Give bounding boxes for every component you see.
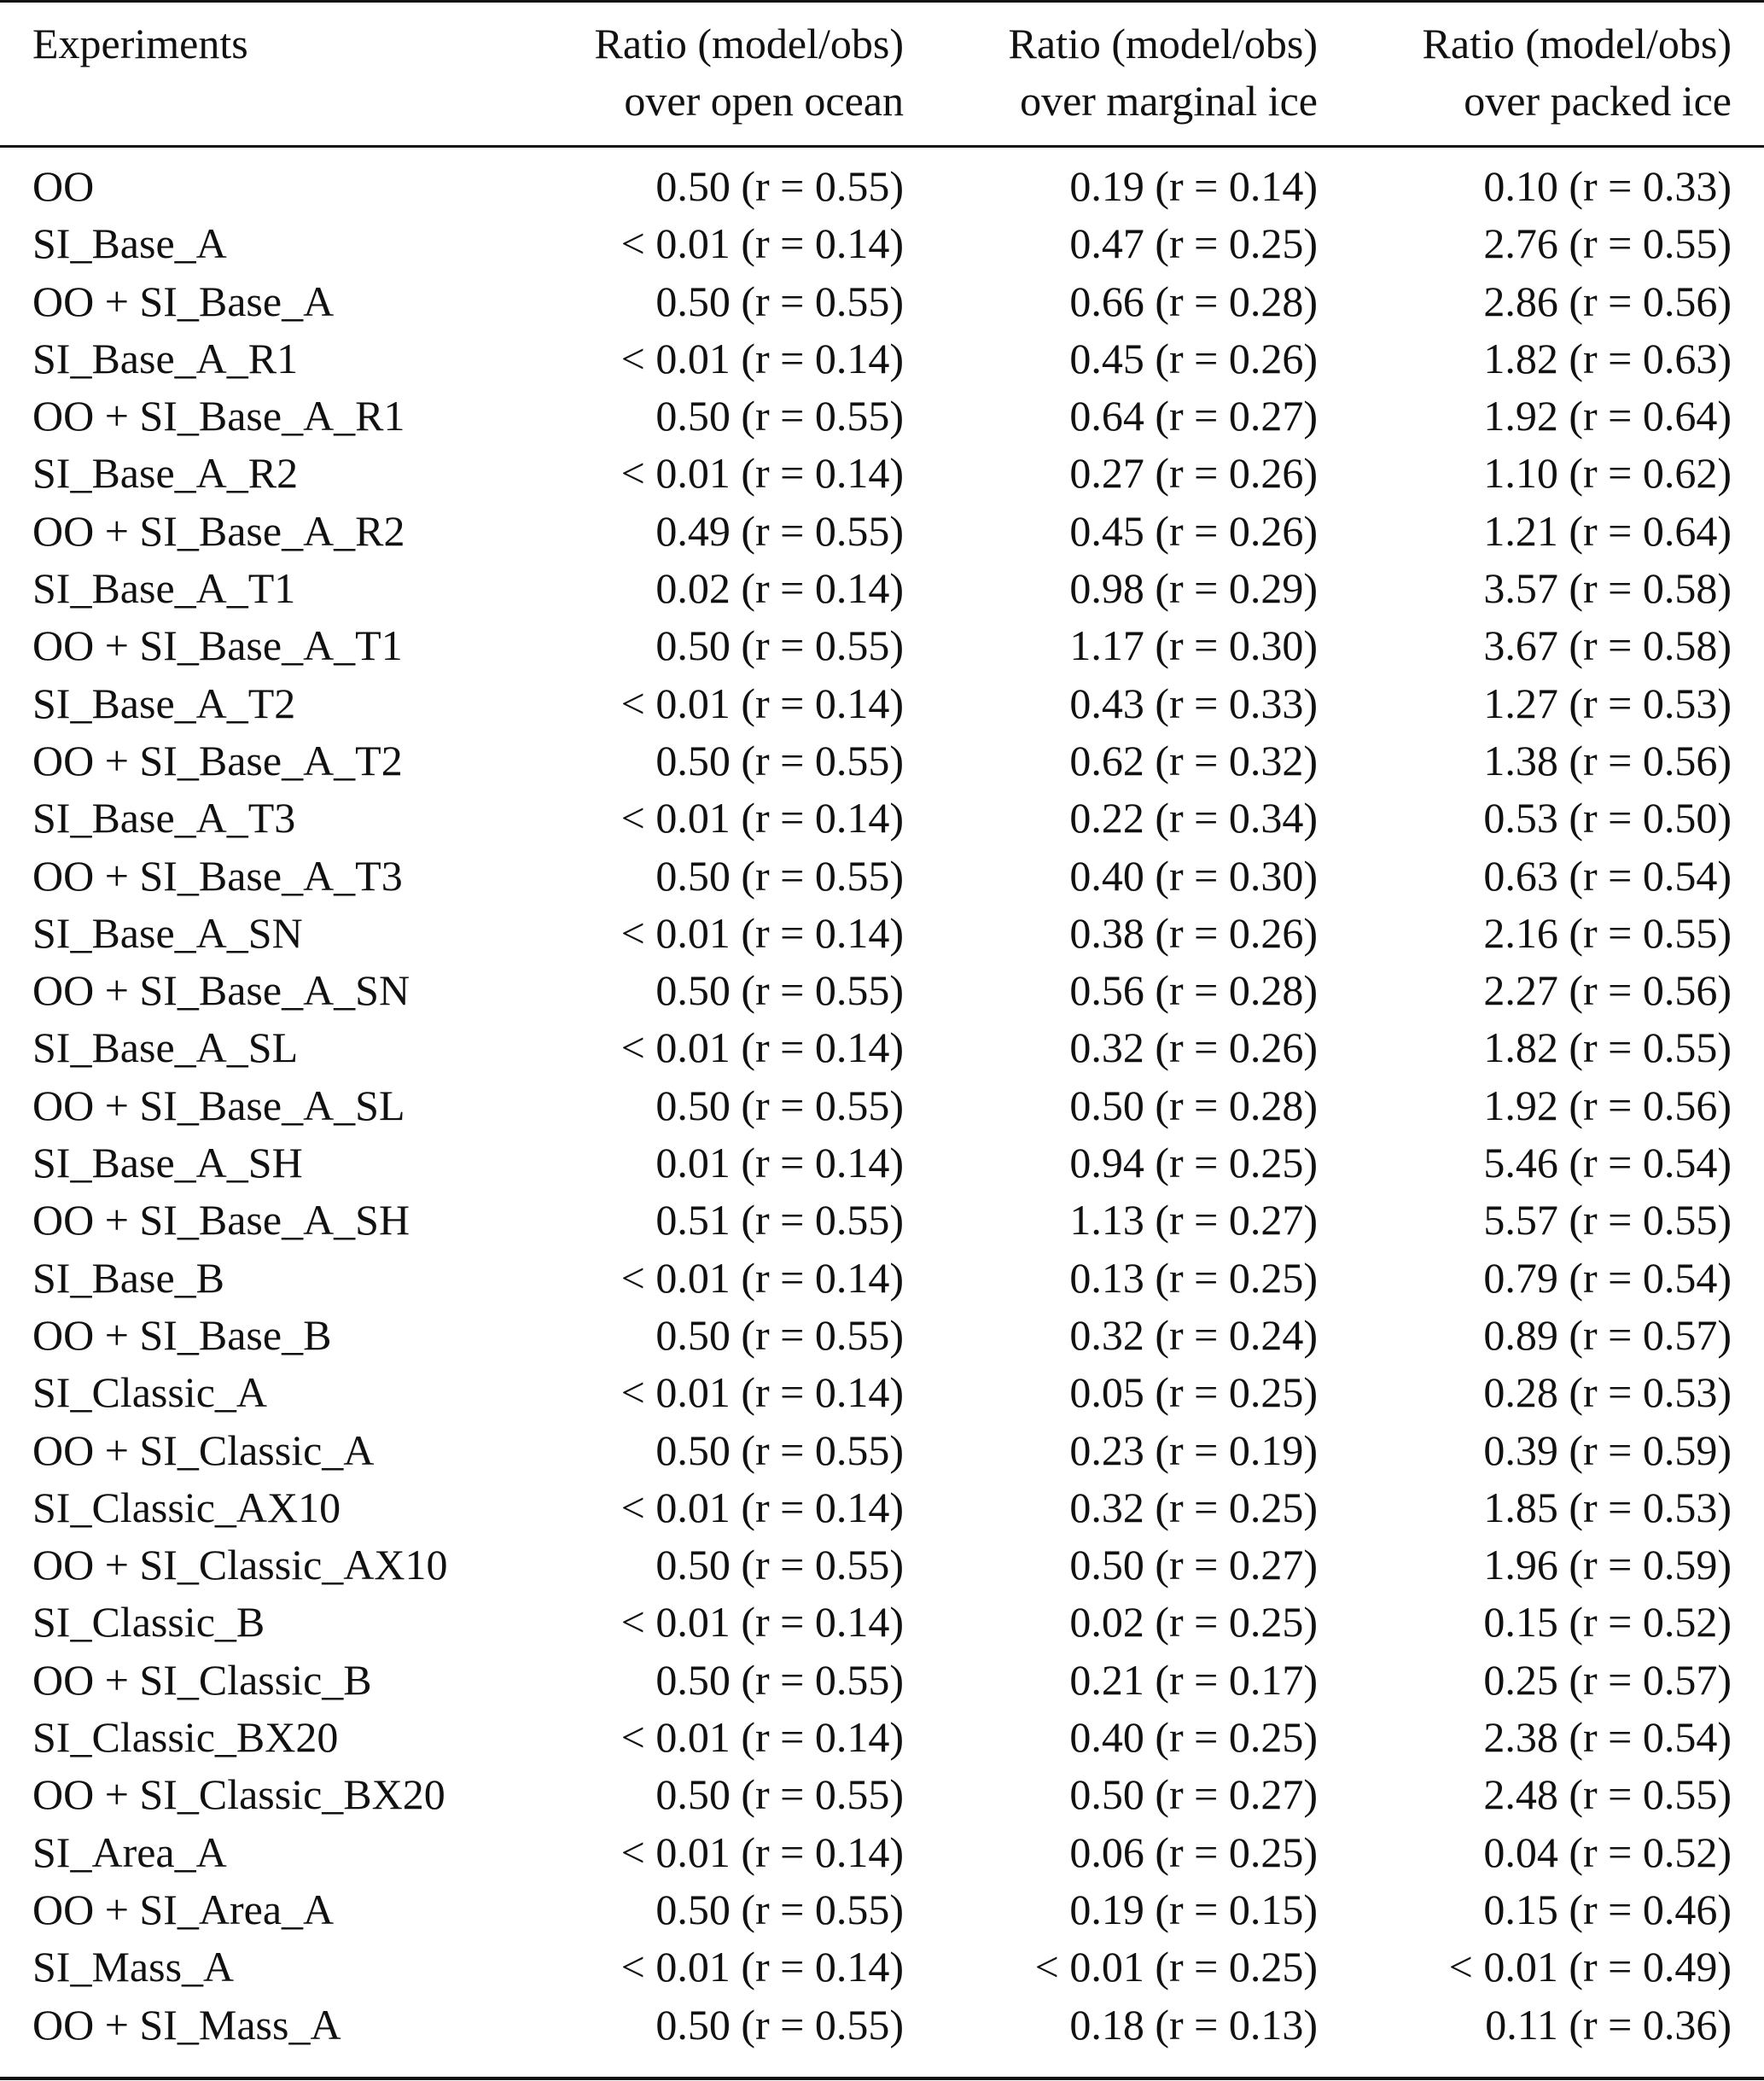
cell-open-ocean: 0.50 (r = 0.55) — [655, 277, 904, 325]
cell-experiment: SI_Base_A_R1 — [32, 334, 299, 382]
table-row — [0, 1881, 1764, 1938]
cell-packed-ice: 0.63 (r = 0.54) — [1483, 851, 1732, 900]
cell-open-ocean: 0.50 (r = 0.55) — [655, 966, 904, 1015]
cell-marginal-ice: 0.40 (r = 0.25) — [1069, 1713, 1318, 1762]
cell-packed-ice: 5.46 (r = 0.54) — [1483, 1139, 1732, 1187]
header-rule — [0, 145, 1764, 148]
cell-marginal-ice: 1.13 (r = 0.27) — [1069, 1196, 1318, 1245]
cell-open-ocean: 0.50 (r = 0.55) — [655, 2000, 904, 2049]
cell-experiment: SI_Classic_B — [32, 1598, 265, 1647]
header-open-ocean — [595, 15, 904, 130]
cell-experiment: OO + SI_Base_B — [32, 1310, 332, 1359]
cell-open-ocean: 0.01 (r = 0.14) — [655, 1139, 904, 1187]
table-row — [0, 1709, 1764, 1766]
cell-packed-ice: 2.86 (r = 0.56) — [1483, 277, 1732, 325]
cell-marginal-ice: 0.66 (r = 0.28) — [1069, 277, 1318, 325]
cell-experiment: SI_Classic_BX20 — [32, 1713, 339, 1762]
cell-open-ocean: 0.50 (r = 0.55) — [655, 1770, 904, 1819]
cell-packed-ice: 1.92 (r = 0.64) — [1483, 392, 1732, 440]
table-row — [0, 848, 1764, 905]
table-row — [0, 617, 1764, 674]
cell-packed-ice: 0.28 (r = 0.53) — [1483, 1368, 1732, 1417]
cell-open-ocean: < 0.01 (r = 0.14) — [620, 1943, 904, 1991]
cell-experiment: OO + SI_Base_A_R1 — [32, 392, 405, 440]
table-row — [0, 330, 1764, 388]
cell-marginal-ice: 0.45 (r = 0.26) — [1069, 506, 1318, 555]
cell-open-ocean: 0.50 (r = 0.55) — [655, 392, 904, 440]
table-row — [0, 1307, 1764, 1364]
cell-packed-ice: 0.39 (r = 0.59) — [1483, 1425, 1732, 1474]
cell-experiment: OO + SI_Mass_A — [32, 2000, 341, 2049]
cell-packed-ice: 0.15 (r = 0.52) — [1483, 1598, 1732, 1647]
cell-open-ocean: 0.50 (r = 0.55) — [655, 1655, 904, 1704]
cell-open-ocean: 0.50 (r = 0.55) — [655, 851, 904, 900]
cell-packed-ice: 1.96 (r = 0.59) — [1483, 1541, 1732, 1589]
table-row — [0, 1594, 1764, 1651]
cell-open-ocean: < 0.01 (r = 0.14) — [620, 1253, 904, 1302]
cell-open-ocean: 0.49 (r = 0.55) — [655, 506, 904, 555]
cell-open-ocean: < 0.01 (r = 0.14) — [620, 1598, 904, 1647]
cell-experiment: SI_Base_A_T3 — [32, 794, 296, 842]
cell-marginal-ice: 0.50 (r = 0.28) — [1069, 1081, 1318, 1129]
table-row — [0, 273, 1764, 330]
cell-marginal-ice: < 0.01 (r = 0.25) — [1034, 1943, 1318, 1991]
cell-experiment: OO + SI_Base_A — [32, 277, 335, 325]
cell-marginal-ice: 0.43 (r = 0.33) — [1069, 679, 1318, 727]
cell-open-ocean: < 0.01 (r = 0.14) — [620, 449, 904, 498]
cell-marginal-ice: 0.21 (r = 0.17) — [1069, 1655, 1318, 1704]
cell-open-ocean: 0.50 (r = 0.55) — [655, 1081, 904, 1129]
cell-marginal-ice: 0.50 (r = 0.27) — [1069, 1541, 1318, 1589]
table-row — [0, 388, 1764, 445]
cell-packed-ice: 2.38 (r = 0.54) — [1483, 1713, 1732, 1762]
cell-packed-ice: 0.10 (r = 0.33) — [1483, 162, 1732, 210]
table-row — [0, 790, 1764, 847]
cell-experiment: OO + SI_Classic_B — [32, 1655, 372, 1704]
cell-packed-ice: 3.57 (r = 0.58) — [1483, 564, 1732, 613]
cell-experiment: SI_Classic_A — [32, 1368, 267, 1417]
table-row — [0, 560, 1764, 617]
cell-open-ocean: < 0.01 (r = 0.14) — [620, 219, 904, 268]
cell-experiment: SI_Base_A_T2 — [32, 679, 296, 727]
cell-experiment: SI_Base_A — [32, 219, 227, 268]
cell-marginal-ice: 0.23 (r = 0.19) — [1069, 1425, 1318, 1474]
table-row — [0, 1824, 1764, 1881]
cell-marginal-ice: 0.32 (r = 0.25) — [1069, 1483, 1318, 1531]
cell-packed-ice: 2.27 (r = 0.56) — [1483, 966, 1732, 1015]
header-experiments — [32, 15, 248, 73]
cell-marginal-ice: 0.38 (r = 0.26) — [1069, 908, 1318, 957]
cell-marginal-ice: 0.45 (r = 0.26) — [1069, 334, 1318, 382]
table-row — [0, 1077, 1764, 1134]
cell-experiment: SI_Base_A_SH — [32, 1139, 303, 1187]
cell-marginal-ice: 0.50 (r = 0.27) — [1069, 1770, 1318, 1819]
table-row — [0, 215, 1764, 272]
cell-packed-ice: < 0.01 (r = 0.49) — [1448, 1943, 1732, 1991]
cell-marginal-ice: 0.32 (r = 0.24) — [1069, 1310, 1318, 1359]
cell-open-ocean: < 0.01 (r = 0.14) — [620, 794, 904, 842]
cell-open-ocean: 0.50 (r = 0.55) — [655, 736, 904, 784]
cell-marginal-ice: 0.94 (r = 0.25) — [1069, 1139, 1318, 1187]
header-packed-ice — [1423, 15, 1732, 130]
cell-open-ocean: < 0.01 (r = 0.14) — [620, 908, 904, 957]
cell-packed-ice: 1.38 (r = 0.56) — [1483, 736, 1732, 784]
cell-open-ocean: < 0.01 (r = 0.14) — [620, 1023, 904, 1072]
table-row — [0, 158, 1764, 215]
cell-packed-ice: 1.82 (r = 0.55) — [1483, 1023, 1732, 1072]
cell-open-ocean: < 0.01 (r = 0.14) — [620, 334, 904, 382]
cell-experiment: SI_Base_B — [32, 1253, 224, 1302]
cell-packed-ice: 0.04 (r = 0.52) — [1483, 1827, 1732, 1876]
header-open-ocean-line2: over open ocean — [624, 77, 904, 125]
table-body — [0, 158, 1764, 2054]
cell-open-ocean: 0.50 (r = 0.55) — [655, 1425, 904, 1474]
cell-packed-ice: 2.76 (r = 0.55) — [1483, 219, 1732, 268]
cell-marginal-ice: 0.13 (r = 0.25) — [1069, 1253, 1318, 1302]
cell-experiment: OO + SI_Base_A_SN — [32, 966, 410, 1015]
cell-experiment: OO + SI_Base_A_T3 — [32, 851, 403, 900]
cell-open-ocean: 0.51 (r = 0.55) — [655, 1196, 904, 1245]
cell-packed-ice: 0.79 (r = 0.54) — [1483, 1253, 1732, 1302]
header-experiments-label: Experiments — [32, 20, 248, 67]
cell-packed-ice: 1.21 (r = 0.64) — [1483, 506, 1732, 555]
cell-experiment: OO + SI_Base_A_T2 — [32, 736, 403, 784]
cell-marginal-ice: 0.98 (r = 0.29) — [1069, 564, 1318, 613]
table-row — [0, 1364, 1764, 1421]
cell-open-ocean: 0.02 (r = 0.14) — [655, 564, 904, 613]
cell-packed-ice: 3.67 (r = 0.58) — [1483, 621, 1732, 670]
cell-open-ocean: < 0.01 (r = 0.14) — [620, 1368, 904, 1417]
table-row — [0, 905, 1764, 962]
cell-packed-ice: 5.57 (r = 0.55) — [1483, 1196, 1732, 1245]
cell-packed-ice: 0.89 (r = 0.57) — [1483, 1310, 1732, 1359]
top-rule — [0, 0, 1764, 3]
cell-open-ocean: 0.50 (r = 0.55) — [655, 621, 904, 670]
cell-open-ocean: 0.50 (r = 0.55) — [655, 1310, 904, 1359]
cell-experiment: SI_Mass_A — [32, 1943, 235, 1991]
cell-marginal-ice: 0.19 (r = 0.14) — [1069, 162, 1318, 210]
cell-open-ocean: 0.50 (r = 0.55) — [655, 1541, 904, 1589]
header-open-ocean-line1: Ratio (model/obs) — [594, 20, 904, 67]
cell-marginal-ice: 0.02 (r = 0.25) — [1069, 1598, 1318, 1647]
cell-packed-ice: 1.82 (r = 0.63) — [1483, 334, 1732, 382]
cell-experiment: OO + SI_Classic_A — [32, 1425, 375, 1474]
cell-experiment: OO + SI_Base_A_SH — [32, 1196, 410, 1245]
cell-marginal-ice: 0.47 (r = 0.25) — [1069, 219, 1318, 268]
cell-marginal-ice: 0.62 (r = 0.32) — [1069, 736, 1318, 784]
cell-packed-ice: 1.27 (r = 0.53) — [1483, 679, 1732, 727]
cell-marginal-ice: 0.64 (r = 0.27) — [1069, 392, 1318, 440]
header-marginal-ice — [1009, 15, 1318, 130]
table-row — [0, 445, 1764, 502]
header-packed-ice-line1: Ratio (model/obs) — [1422, 20, 1732, 67]
cell-experiment: OO + SI_Classic_BX20 — [32, 1770, 445, 1819]
table-row — [0, 1536, 1764, 1594]
cell-open-ocean: 0.50 (r = 0.55) — [655, 1885, 904, 1933]
cell-experiment: SI_Base_A_SL — [32, 1023, 299, 1072]
table-row — [0, 1652, 1764, 1709]
table-row — [0, 962, 1764, 1019]
cell-experiment: OO + SI_Base_A_R2 — [32, 506, 405, 555]
cell-experiment: SI_Area_A — [32, 1827, 227, 1876]
header-marginal-ice-line1: Ratio (model/obs) — [1008, 20, 1318, 67]
cell-open-ocean: < 0.01 (r = 0.14) — [620, 1827, 904, 1876]
cell-packed-ice: 0.11 (r = 0.36) — [1485, 2000, 1732, 2049]
table-row — [0, 1938, 1764, 1996]
table-row — [0, 732, 1764, 790]
cell-packed-ice: 1.10 (r = 0.62) — [1483, 449, 1732, 498]
table-row — [0, 1019, 1764, 1076]
table-row — [0, 1134, 1764, 1192]
cell-marginal-ice: 0.19 (r = 0.15) — [1069, 1885, 1318, 1933]
cell-experiment: SI_Base_A_SN — [32, 908, 303, 957]
cell-packed-ice: 1.92 (r = 0.56) — [1483, 1081, 1732, 1129]
cell-marginal-ice: 0.32 (r = 0.26) — [1069, 1023, 1318, 1072]
cell-marginal-ice: 0.06 (r = 0.25) — [1069, 1827, 1318, 1876]
cell-marginal-ice: 0.05 (r = 0.25) — [1069, 1368, 1318, 1417]
table-row — [0, 1996, 1764, 2054]
cell-experiment: SI_Base_A_R2 — [32, 449, 299, 498]
table-row — [0, 1192, 1764, 1249]
cell-open-ocean: 0.50 (r = 0.55) — [655, 162, 904, 210]
cell-packed-ice: 2.16 (r = 0.55) — [1483, 908, 1732, 957]
cell-marginal-ice: 0.27 (r = 0.26) — [1069, 449, 1318, 498]
header-packed-ice-line2: over packed ice — [1464, 77, 1732, 125]
table-header — [0, 15, 1764, 135]
cell-marginal-ice: 0.22 (r = 0.34) — [1069, 794, 1318, 842]
cell-open-ocean: < 0.01 (r = 0.14) — [620, 1713, 904, 1762]
cell-experiment: SI_Base_A_T1 — [32, 564, 296, 613]
cell-packed-ice: 0.25 (r = 0.57) — [1483, 1655, 1732, 1704]
cell-experiment: OO — [32, 162, 95, 210]
cell-experiment: OO + SI_Area_A — [32, 1885, 335, 1933]
table-row — [0, 1479, 1764, 1536]
cell-packed-ice: 1.85 (r = 0.53) — [1483, 1483, 1732, 1531]
bottom-rule — [0, 2077, 1764, 2080]
cell-experiment: OO + SI_Base_A_SL — [32, 1081, 405, 1129]
table-row — [0, 675, 1764, 732]
table-row — [0, 1422, 1764, 1479]
cell-packed-ice: 2.48 (r = 0.55) — [1483, 1770, 1732, 1819]
cell-marginal-ice: 0.40 (r = 0.30) — [1069, 851, 1318, 900]
cell-packed-ice: 0.15 (r = 0.46) — [1483, 1885, 1732, 1933]
cell-experiment: OO + SI_Base_A_T1 — [32, 621, 403, 670]
cell-open-ocean: < 0.01 (r = 0.14) — [620, 679, 904, 727]
header-marginal-ice-line2: over marginal ice — [1020, 77, 1318, 125]
table-row — [0, 1250, 1764, 1307]
table-row — [0, 1766, 1764, 1823]
cell-marginal-ice: 0.18 (r = 0.13) — [1069, 2000, 1318, 2049]
cell-experiment: OO + SI_Classic_AX10 — [32, 1541, 448, 1589]
cell-open-ocean: < 0.01 (r = 0.14) — [620, 1483, 904, 1531]
cell-marginal-ice: 1.17 (r = 0.30) — [1069, 621, 1318, 670]
cell-experiment: SI_Classic_AX10 — [32, 1483, 341, 1531]
cell-marginal-ice: 0.56 (r = 0.28) — [1069, 966, 1318, 1015]
cell-packed-ice: 0.53 (r = 0.50) — [1483, 794, 1732, 842]
table-row — [0, 503, 1764, 560]
